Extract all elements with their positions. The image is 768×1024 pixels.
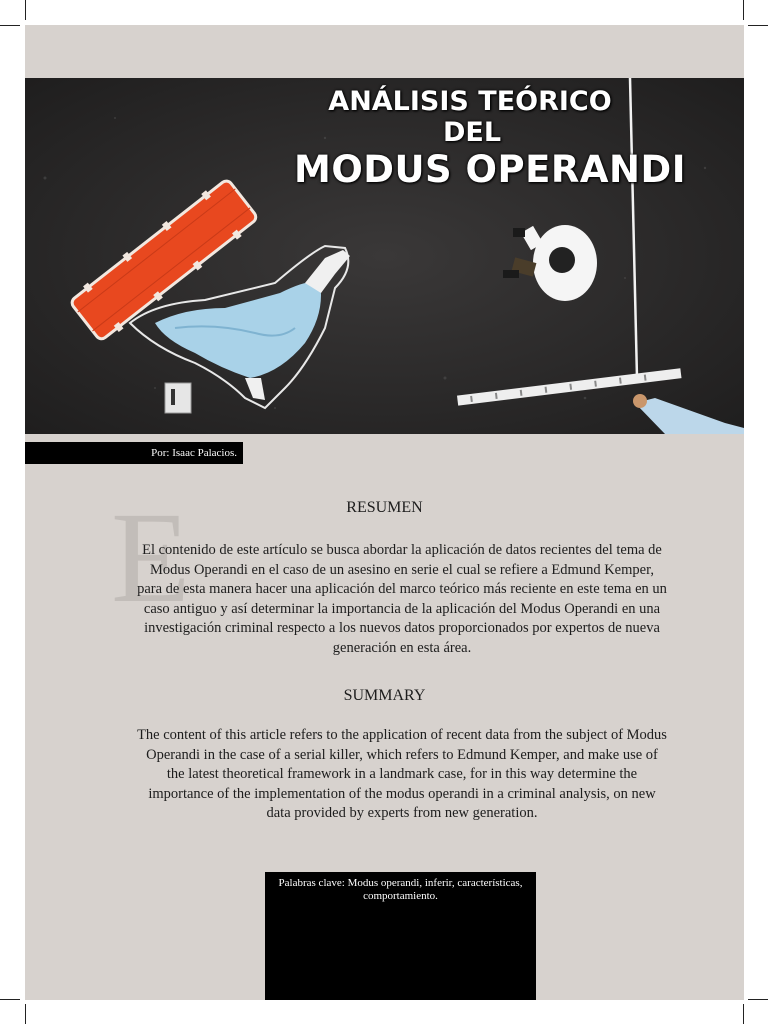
author-byline: Por: Isaac Palacios. bbox=[25, 442, 243, 464]
summary-heading: SUMMARY bbox=[343, 687, 426, 704]
keywords-box: Palabras clave: Modus operandi, inferir, características, comportamiento. bbox=[265, 872, 536, 1000]
resumen-paragraph: El contenido de este artículo se busca abordar la aplicación de datos recientes del tema de Modus Operandi en el caso de un asesino en serie el cual se refiere a Edmund Kemper, para de esta manera hacer una aplicación del marco teórico más reciente en este tema en un caso antiguo y así determinar la importancia de la aplicación del Modus Operandi en una investigación criminal respecto a los nuevos datos proporcionados por expertos de nueva generación en esta área. bbox=[137, 542, 667, 656]
evidence-marker-shape bbox=[165, 383, 191, 413]
hero-photo bbox=[25, 78, 744, 434]
title-line-modus-operandi: MODUS OPERANDI bbox=[294, 148, 686, 191]
crop-mark bbox=[743, 0, 744, 20]
crop-mark bbox=[748, 25, 768, 26]
crop-mark bbox=[748, 999, 768, 1000]
crop-mark bbox=[25, 0, 26, 20]
crop-mark bbox=[0, 999, 20, 1000]
summary-paragraph: The content of this article refers to the application of recent data from the subject of Modus Operandi in the case of a serial killer, which refers to Edmund Kemper, and make use of the latest theoretical framework in a landmark case, for in this way determine the importance of the implementation of the modus operandi in a criminal analysis, on new data provided by experts from new generation. bbox=[137, 727, 667, 822]
crop-mark bbox=[743, 1004, 744, 1024]
drop-cap-letter: E bbox=[111, 486, 191, 630]
crop-mark bbox=[0, 25, 20, 26]
title-line-analisis: ANÁLISIS TEÓRICO bbox=[328, 86, 612, 117]
document-page bbox=[25, 25, 744, 1000]
resumen-heading: RESUMEN bbox=[346, 499, 423, 516]
title-line-del: DEL bbox=[442, 117, 502, 148]
crop-mark bbox=[25, 1004, 26, 1024]
article-title bbox=[275, 86, 705, 192]
